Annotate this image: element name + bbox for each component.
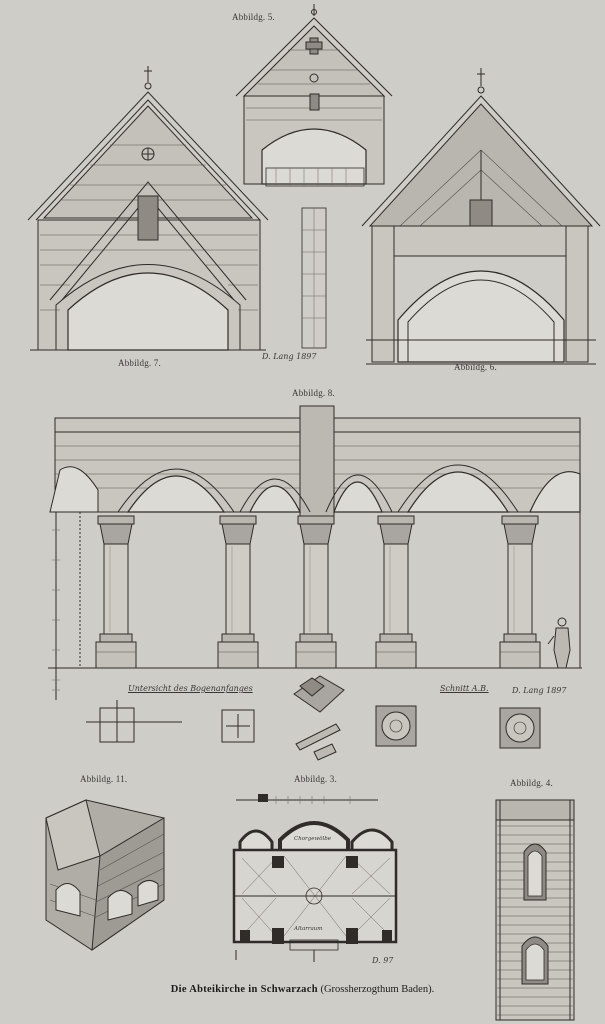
- figure-label-8: Abbildg. 8.: [292, 388, 335, 398]
- section-label: Schnitt A.B.: [440, 684, 489, 693]
- figure-label-6: Abbildg. 6.: [454, 362, 497, 372]
- underside-label: Untersicht des Bogenanfanges: [128, 684, 253, 693]
- signature-mid: D. Lang 1897: [512, 686, 567, 695]
- cross-finial-icon: [144, 66, 152, 89]
- plate-caption: [0, 984, 605, 995]
- figure-label-4: Abbildg. 4.: [510, 778, 553, 788]
- plan-label-choir: Chorgewölbe: [294, 836, 332, 842]
- floor-plan-3: [234, 794, 396, 962]
- column: [376, 516, 416, 668]
- cross-finial-icon: [477, 68, 485, 93]
- plan-label-altar: Altarraum: [294, 926, 323, 932]
- column: [96, 516, 136, 668]
- figure-label-11: Abbildg. 11.: [80, 774, 128, 784]
- caption-sub: (Grossherzogthum Baden).: [320, 984, 435, 995]
- gable-section-6: [362, 68, 600, 364]
- figure-label-5: Abbildg. 5.: [232, 12, 275, 22]
- isometric-fragment-11: [46, 800, 164, 950]
- arcade-columns: [96, 516, 540, 668]
- figure-label-7: Abbildg. 7.: [118, 358, 161, 368]
- signature-plan: D. 97: [372, 956, 394, 965]
- signature-top: D. Lang 1897: [262, 352, 317, 361]
- human-figure-icon: [548, 618, 570, 668]
- figure-label-3: Abbildg. 3.: [294, 774, 337, 784]
- column: [500, 516, 540, 668]
- column: [218, 516, 258, 668]
- caption-main: Die Abteikirche in Schwarzach: [170, 984, 318, 995]
- column: [296, 516, 336, 668]
- gable-elevation-7: [28, 66, 268, 350]
